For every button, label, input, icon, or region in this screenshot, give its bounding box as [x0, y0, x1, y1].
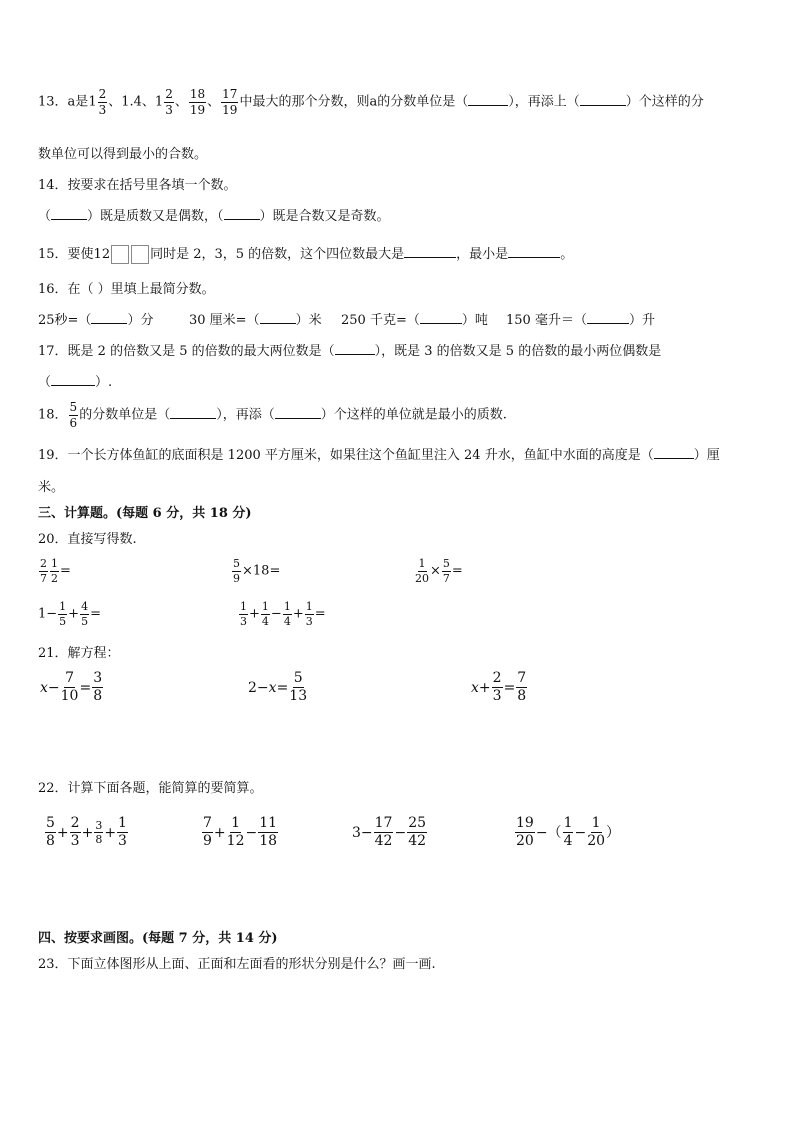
q22-title: 22．计算下面各题，能简算的要简算。: [38, 781, 263, 796]
q23-text: 23．下面立体图形从上面、正面和左面看的形状分别是什么？画一画.: [38, 957, 436, 972]
q20-expr-1: $\frac{2}{7}$ $\frac{1}{2}$ =: [40, 557, 71, 585]
q21-title: 21．解方程：: [38, 646, 120, 661]
q21-eq-3: x+ $\frac{2}{3}$ = $\frac{7}{8}$: [471, 670, 527, 705]
fraction: $\frac{5}{6}$: [69, 400, 78, 430]
q15-line: 15．要使12 同时是 2，3，5 的倍数，这个四位数最大是 ，最小是 。: [38, 247, 574, 262]
answer-blank[interactable]: [51, 219, 87, 220]
q14-line2: （ ）既是质数又是偶数，（ ）既是合数又是奇数。: [38, 209, 390, 224]
q13-number: 13．: [38, 94, 68, 110]
q20-expr-3: $\frac{1}{20}$ × $\frac{5}{7}$ =: [415, 557, 463, 585]
q19-line2: 米。: [38, 480, 65, 495]
q18-line: 18． $\frac{5}{6}$ 的分数单位是（ ），再添（ ）个这样的单位就是最小的质数.: [38, 400, 507, 430]
q17-line2: （ ）.: [38, 375, 113, 390]
answer-blank[interactable]: [580, 105, 626, 106]
answer-blank[interactable]: [335, 354, 375, 355]
q22-expr-2: $\frac{7}{9}$ + $\frac{1}{12}$ − $\frac{11}{18}$: [203, 815, 278, 850]
section-3-heading: 三、计算题。(每题 6 分，共 18 分): [38, 506, 252, 521]
q13-line1: 13．a是1 $\frac{2}{3}$ 、1.4、1 $\frac{2}{3}$ 、 $\frac{18}{19}$ 、 $\frac{17}{19}$ 中最大的那个分数，则a的分数单位是（ ），再添上（ ）个这样的分: [38, 87, 704, 117]
q17-line1: 17．既是 2 的倍数又是 5 的倍数的最大两位数是（ ），既是 3 的倍数又是 5 的倍数的最小两位偶数是: [38, 344, 662, 359]
fraction: $\frac{2}{3}$: [165, 87, 173, 117]
q22-expr-1: $\frac{5}{8}$ + $\frac{2}{3}$ + $\frac{3}{8}$ + $\frac{1}{3}$: [46, 815, 127, 850]
answer-blank[interactable]: [275, 418, 321, 419]
q20-title: 20．直接写得数.: [38, 532, 137, 547]
q16-title: 16．在（ ）里填上最简分数。: [38, 282, 215, 297]
answer-blank[interactable]: [587, 323, 629, 324]
fraction: $\frac{18}{19}$: [189, 87, 206, 117]
q21-eq-2: 2−x= $\frac{5}{13}$: [248, 670, 308, 705]
answer-blank[interactable]: [224, 219, 260, 220]
q21-eq-1: x− $\frac{7}{10}$ = $\frac{3}{8}$: [40, 670, 103, 705]
answer-blank[interactable]: [404, 257, 456, 258]
answer-blank[interactable]: [260, 323, 296, 324]
q22-expr-3: 3− $\frac{17}{42}$ − $\frac{25}{42}$: [352, 815, 427, 850]
q16-items: 25秒=（ ）分: [38, 313, 154, 328]
fraction: $\frac{2}{3}$: [98, 87, 107, 117]
answer-blank[interactable]: [468, 105, 508, 106]
q13-line2: 数单位可以得到最小的合数。: [38, 147, 208, 162]
q20-expr-2: $\frac{5}{9}$ ×18=: [233, 557, 281, 585]
answer-blank[interactable]: [508, 257, 560, 258]
answer-blank[interactable]: [170, 418, 216, 419]
q20-expr-4: 1− $\frac{1}{5}$ + $\frac{4}{5}$ =: [38, 600, 101, 628]
digit-box[interactable]: [131, 245, 149, 264]
q22-expr-4: $\frac{19}{20}$ −（ $\frac{1}{4}$ − $\frac{1}{20}$ ）: [516, 815, 621, 850]
q19-line1: 19．一个长方体鱼缸的底面积是 1200 平方厘米，如果往这个鱼缸里注入 24 升水，鱼缸中水面的高度是（ ）厘: [38, 448, 720, 463]
digit-box[interactable]: [111, 245, 129, 264]
answer-blank[interactable]: [654, 458, 694, 459]
answer-blank[interactable]: [91, 323, 127, 324]
q20-expr-5: $\frac{1}{3}$ + $\frac{1}{4}$ − $\frac{1}{4}$ + $\frac{1}{3}$ =: [240, 600, 326, 628]
q14-title: 14．按要求在括号里各填一个数。: [38, 178, 237, 193]
answer-blank[interactable]: [51, 385, 95, 386]
fraction: $\frac{17}{19}$: [222, 87, 238, 117]
answer-blank[interactable]: [420, 323, 462, 324]
section-4-heading: 四、按要求画图。(每题 7 分，共 14 分): [38, 931, 278, 946]
